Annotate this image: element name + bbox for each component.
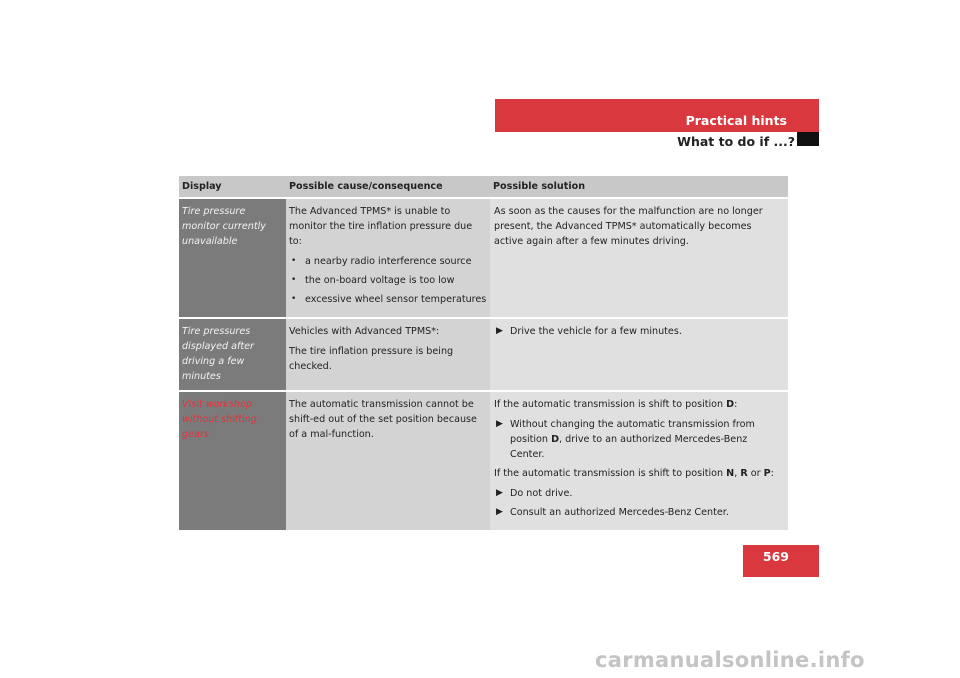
- arrow-icon: ▶: [496, 419, 503, 429]
- arrow-icon: ▶: [496, 488, 503, 498]
- list-item: [494, 324, 782, 339]
- list-item-text: excessive wheel sensor temperatures: [305, 294, 487, 305]
- bullet-icon: •: [291, 256, 297, 266]
- column-header-cause: Possible cause/consequence: [286, 176, 490, 198]
- table-header-row: [179, 176, 788, 198]
- column-header-display: Display: [179, 176, 286, 198]
- solution-cell: [490, 391, 788, 530]
- arrow-icon: ▶: [496, 507, 503, 517]
- display-message: Tire pressures displayed after driving a few minutes: [179, 318, 286, 391]
- subsection-title: What to do if ...?: [677, 134, 795, 149]
- list-item: [289, 254, 487, 269]
- table-row: [179, 391, 788, 530]
- troubleshooting-table: [179, 176, 788, 530]
- list-item-text: a nearby radio interference source: [305, 256, 472, 267]
- section-header-bar: [495, 99, 819, 132]
- list-item: [494, 505, 782, 520]
- list-item: [289, 292, 487, 307]
- bullet-icon: •: [291, 275, 297, 285]
- table-row: [179, 198, 788, 318]
- cause-bullet-list: [289, 254, 487, 307]
- page-number-box: [743, 545, 819, 577]
- watermark: carmanualsonline.info: [595, 648, 865, 672]
- section-title: Practical hints: [685, 113, 787, 128]
- list-item: [494, 486, 782, 501]
- solution-steps: [494, 486, 782, 520]
- arrow-icon: ▶: [496, 326, 503, 336]
- display-message: Visit workshop without shifting gears: [179, 391, 286, 530]
- list-item-text: the on-board voltage is too low: [305, 275, 455, 286]
- solution-condition: If the automatic transmission is shift to position N, R or P:: [494, 468, 774, 479]
- cause-cell: [286, 198, 490, 318]
- column-header-solution: Possible solution: [490, 176, 788, 198]
- page-number: 569: [762, 549, 789, 564]
- step-text: Drive the vehicle for a few minutes.: [510, 326, 682, 337]
- list-item: [289, 273, 487, 288]
- list-item: [494, 417, 782, 462]
- solution-cell: [490, 198, 788, 318]
- bullet-icon: •: [291, 294, 297, 304]
- cause-text: The Advanced TPMS* is unable to monitor the tire inflation pressure due to:: [289, 206, 473, 247]
- header-marker: [797, 132, 819, 146]
- table-row: [179, 318, 788, 391]
- cause-cell: [286, 318, 490, 391]
- step-text: Do not drive.: [510, 488, 573, 499]
- step-text: Consult an authorized Mercedes-Benz Center.: [510, 507, 729, 518]
- solution-text: As soon as the causes for the malfunction are no longer present, the Advanced TPMS* automatically becomes active again after a few minutes driving.: [494, 206, 763, 247]
- step-text: Without changing the automatic transmission from position D, drive to an authorized Mercedes-Benz Center.: [510, 419, 755, 460]
- display-message: Tire pressure monitor currently unavailable: [179, 198, 286, 318]
- solution-steps: [494, 417, 782, 462]
- cause-text: The automatic transmission cannot be shift-ed out of the set position because of a mal-function.: [289, 399, 477, 440]
- cause-cell: [286, 391, 490, 530]
- solution-condition: If the automatic transmission is shift to position D:: [494, 399, 738, 410]
- solution-steps: [494, 324, 782, 339]
- cause-text: Vehicles with Advanced TPMS*:: [289, 326, 440, 337]
- cause-text: The tire inflation pressure is being checked.: [289, 346, 454, 372]
- solution-cell: [490, 318, 788, 391]
